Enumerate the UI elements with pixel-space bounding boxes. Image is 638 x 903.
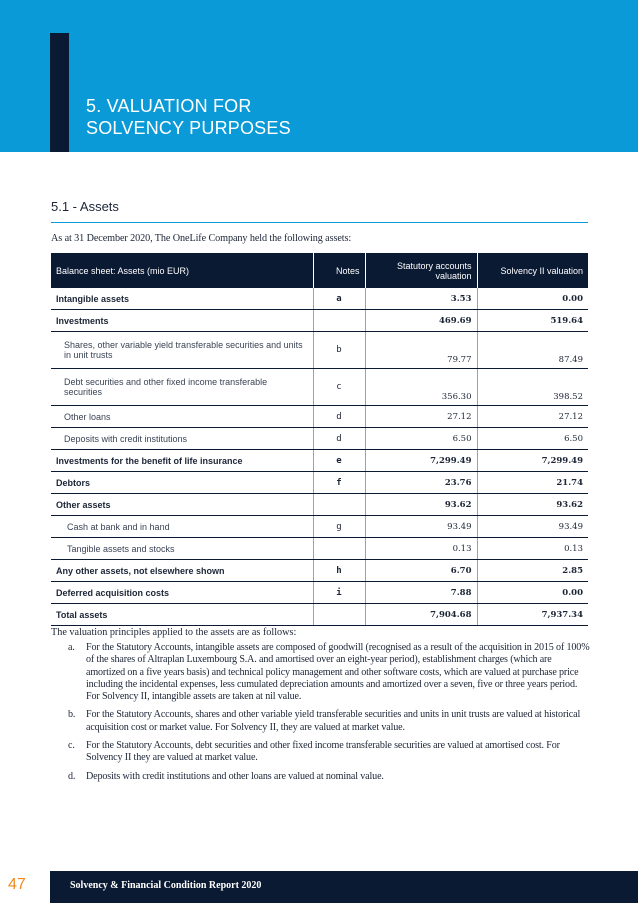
row-statutory: 93.62 — [365, 494, 477, 516]
row-statutory: 79.77 — [365, 332, 477, 369]
section-banner — [0, 0, 638, 152]
row-label: Other assets — [51, 494, 313, 516]
row-solvency: 519.64 — [477, 310, 588, 332]
row-note: d — [313, 406, 365, 428]
page-number: 47 — [8, 876, 26, 893]
row-statutory: 7,904.68 — [365, 604, 477, 626]
list-item — [68, 771, 590, 783]
row-label: Any other assets, not elsewhere shown — [51, 560, 313, 582]
principles-intro: The valuation principles applied to the assets are as follows: — [51, 627, 297, 638]
header-notes: Notes — [313, 253, 365, 288]
footer-report-title: Solvency & Financial Condition Report 2020 — [70, 880, 262, 891]
row-statutory: 0.13 — [365, 538, 477, 560]
row-note — [313, 310, 365, 332]
row-solvency: 93.62 — [477, 494, 588, 516]
row-label: Debtors — [51, 472, 313, 494]
row-note: f — [313, 472, 365, 494]
table-row — [51, 406, 588, 428]
row-solvency: 398.52 — [477, 369, 588, 406]
row-label: Intangible assets — [51, 288, 313, 310]
section-title — [86, 95, 291, 139]
list-marker: a. — [68, 642, 75, 653]
table-row — [51, 310, 588, 332]
table-row — [51, 516, 588, 538]
list-marker: b. — [68, 709, 76, 721]
row-statutory: 469.69 — [365, 310, 477, 332]
principles-list — [68, 642, 590, 789]
header-balance-sheet: Balance sheet: Assets (mio EUR) — [51, 253, 313, 288]
list-item-text: For the Statutory Accounts, shares and other variable yield transferable securities and units in unit trusts are valued at historical acquisition cost or market value. For Solvency II, they are valued at market value. — [86, 709, 581, 733]
assets-table — [51, 253, 588, 626]
row-label: Other loans — [51, 406, 313, 428]
assets-intro-text: As at 31 December 2020, The OneLife Company held the following assets: — [51, 233, 352, 244]
row-solvency: 0.13 — [477, 538, 588, 560]
row-label: Deposits with credit institutions — [51, 428, 313, 450]
row-solvency: 6.50 — [477, 428, 588, 450]
row-solvency: 2.85 — [477, 560, 588, 582]
table-header-row — [51, 253, 588, 288]
row-note: a — [313, 288, 365, 310]
list-item — [68, 740, 590, 765]
row-statutory: 6.70 — [365, 560, 477, 582]
row-solvency: 0.00 — [477, 288, 588, 310]
list-item-text: For the Statutory Accounts, debt securities and other fixed income transferable securities are valued at amortised cost. For Solvency II they are valued at market value. — [86, 740, 560, 764]
row-statutory: 7,299.49 — [365, 450, 477, 472]
row-statutory: 6.50 — [365, 428, 477, 450]
row-statutory: 23.76 — [365, 472, 477, 494]
row-solvency: 93.49 — [477, 516, 588, 538]
row-solvency: 7,299.49 — [477, 450, 588, 472]
header-solvency: Solvency II valuation — [477, 253, 588, 288]
row-label: Tangible assets and stocks — [51, 538, 313, 560]
header-statutory-line1: Statutory accounts — [396, 260, 472, 271]
table-row — [51, 494, 588, 516]
row-solvency: 21.74 — [477, 472, 588, 494]
subsection-heading: 5.1 - Assets — [51, 199, 119, 214]
list-item-text: Deposits with credit institutions and other loans are valued at nominal value. — [86, 770, 384, 782]
heading-divider — [51, 222, 588, 223]
section-title-line1: 5. VALUATION FOR — [86, 96, 252, 116]
row-label: Investments — [51, 310, 313, 332]
row-note — [313, 494, 365, 516]
row-label: Debt securities and other fixed income transferable securities — [51, 369, 313, 406]
row-statutory: 3.53 — [365, 288, 477, 310]
header-statutory-line2: valuation — [435, 270, 472, 281]
row-label: Investments for the benefit of life insurance — [51, 450, 313, 472]
row-note: i — [313, 582, 365, 604]
row-note — [313, 538, 365, 560]
row-solvency: 27.12 — [477, 406, 588, 428]
table-row — [51, 332, 588, 369]
row-note: c — [313, 369, 365, 406]
list-item — [68, 642, 590, 703]
row-note — [313, 604, 365, 626]
header-statutory — [365, 253, 477, 288]
row-statutory: 27.12 — [365, 406, 477, 428]
table-row — [51, 538, 588, 560]
list-marker: d. — [68, 770, 76, 782]
row-note: g — [313, 516, 365, 538]
row-solvency: 0.00 — [477, 582, 588, 604]
row-label: Shares, other variable yield transferable securities and units in unit trusts — [51, 332, 313, 369]
table-row — [51, 369, 588, 406]
row-note: b — [313, 332, 365, 369]
table-row — [51, 472, 588, 494]
list-item — [68, 709, 590, 734]
table-row-total — [51, 604, 588, 626]
row-statutory: 93.49 — [365, 516, 477, 538]
table-row — [51, 582, 588, 604]
row-note: d — [313, 428, 365, 450]
row-solvency: 7,937.34 — [477, 604, 588, 626]
row-label: Total assets — [51, 604, 313, 626]
table-row — [51, 428, 588, 450]
row-statutory: 7.88 — [365, 582, 477, 604]
row-note: h — [313, 560, 365, 582]
table-row — [51, 560, 588, 582]
row-statutory: 356.30 — [365, 369, 477, 406]
list-marker: c. — [68, 740, 75, 752]
row-label: Deferred acquisition costs — [51, 582, 313, 604]
table-row — [51, 450, 588, 472]
row-note: e — [313, 450, 365, 472]
table-row — [51, 288, 588, 310]
banner-accent-bar — [50, 33, 69, 152]
list-item-text: For the Statutory Accounts, intangible assets are composed of goodwill (recognised as a result of the acquisition in 2015 of 100% of the shares of Altraplan Luxembourg S.A. and amortised over an eight-year period), establishment charges (which are amortized on a five years basis) and technical policy management and other software costs, which are valued at purchase price including the incidental expenses, less cumulated depreciation amounts and amortized over a seven, five or three years period. For Solvency II, intangible assets are taken at nil value. — [86, 642, 590, 703]
row-label: Cash at bank and in hand — [51, 516, 313, 538]
section-title-line2: SOLVENCY PURPOSES — [86, 118, 291, 138]
row-solvency: 87.49 — [477, 332, 588, 369]
